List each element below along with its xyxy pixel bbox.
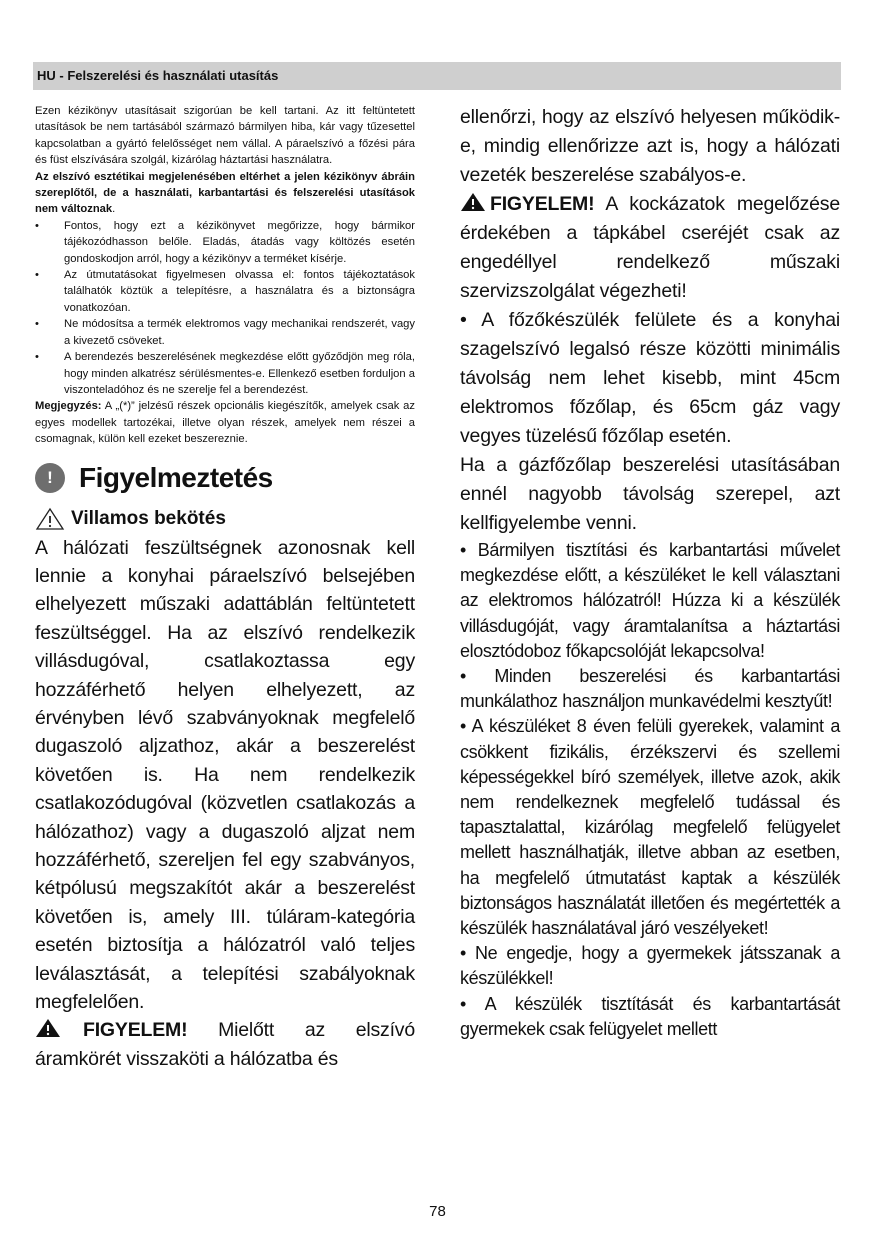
- right-paragraph: • Bármilyen tisztítási és karbantartási művelet megkezdése előtt, a készüléket le kell választani az elektromos hálózatról! Húzza ki a készülék villásdugóját, vagy áramtalanítsa a háztartási elosztódoboz főkapcsolóját lekapcsolva!: [460, 540, 840, 661]
- warning-triangle-icon: [460, 192, 486, 212]
- right-paragraph: • Ne engedje, hogy a gyermekek játsszanak a készülékkel!: [460, 943, 840, 989]
- note-text: A „(*)” jelzésű részek opcionális kiegészítők, amelyek csak az egyes modellek tartozékai, illetve olyan részek, amelyek nem részei a csomagnak, külön kell ezeket beszereznie.: [35, 400, 415, 446]
- warning-text: A kockázatok megelőzése érdekében a tápkábel cseréjét csak az engedéllyel rendelkező műszaki szervizszolgálat végezheti!: [460, 193, 840, 302]
- left-column: [35, 103, 415, 1073]
- warning-circle-icon: !: [35, 463, 65, 493]
- list-item: • Fontos, hogy ezt a kézikönyvet megőrizze, hogy bármikor tájékozódhasson belőle. Eladás, átadás vagy költözés esetén gondoskodjon arról, hogy a kézikönyv a terméket kísérje.: [35, 219, 415, 265]
- electrical-text-block: [35, 534, 415, 1074]
- subsection-heading: [35, 504, 415, 534]
- bullet-icon: •: [35, 219, 39, 232]
- intro-block: [35, 103, 415, 448]
- list-item: • Az útmutatásokat figyelmesen olvassa el: fontos tájékoztatások találhatók köztük a telepítésre, a használatra és a biztonságra vonatkozóan.: [35, 269, 415, 314]
- intro-bullet-list: [35, 218, 415, 398]
- electrical-paragraph: A hálózati feszültségnek azonosnak kell lennie a konyhai páraelszívó belsejében elhelyezett műszaki adattáblán feltüntetett feszültséggel. Ha az elszívó rendelkezik villásdugóval, csatlakoztassa egy hozzáférhető helyen elhelyezett, az érvényben lévő szabványoknak megfelelő dugaszoló aljzathoz, akár a beszerelést követően is. Ha nem rendelkezik csatlakozódugóval (közvetlen csatlakozás a hálózathoz) vagy a dugaszoló aljzat nem hozzáférhető, szereljen fel egy szabványos, kétpólusú megszakítót akár a beszerelést követően is, amely III. túláram-kategória esetén biztosítja a hálózatról való teljes leválasztását, a telepítési szabályoknak megfelelően.: [35, 536, 415, 1014]
- subsection-title: Villamos bekötés: [71, 507, 226, 529]
- note-paragraph: [35, 398, 415, 447]
- page-number: 78: [429, 1203, 446, 1220]
- bullet-icon: •: [35, 351, 39, 364]
- warning-label: FIGYELEM!: [83, 1019, 188, 1042]
- header-title: HU - Felszerelési és használati utasítás: [37, 68, 279, 83]
- right-warning: [460, 190, 840, 306]
- right-paragraph: • A készüléket 8 éven felüli gyerekek, valamint a csökkent fizikális, érzékszervi és szellemi képességekkel bíró személyek, illetve azok, akik nem rendelkeznek megfelelő tudással és tapasztalattal, kizárólag megfelelő felügyelet mellett használhatják, illetve abban az esetben, ha megfelelő útmutatást kaptak a készülék biztonságos használatát illetően és megértették a készülék használatával járó veszélyeket!: [460, 716, 840, 939]
- intro-paragraph: Ezen kézikönyv utasításait szigorúan be kell tartani. Az itt feltüntetett utasítások be nem tartásából származó bármilyen hiba, kár vagy tűzesettel kapcsolatban a gyártó felelősséget nem vállal. A páraelszívó a főzési pára és füst elszívására szolgál, kizárólag háztartási használatra.: [35, 105, 415, 167]
- warning-triangle-icon: [35, 1018, 61, 1038]
- electrical-warning: [35, 1016, 415, 1073]
- right-column: [460, 103, 840, 1042]
- design-disclaimer: Az elszívó esztétikai megjelenésében eltérhet a jelen kézikönyv ábráin szereplőtől, de a használati, karbantartási és felszerelési utasítások nem változnak: [35, 170, 415, 216]
- design-disclaimer-end: .: [112, 203, 116, 216]
- intro-bold-paragraph: [35, 169, 415, 218]
- right-text-block: [460, 103, 840, 538]
- right-paragraph: Ha a gázfőzőlap beszerelési utasításában ennél nagyobb távolság szerepel, azt kellfigyelembe venni.: [460, 454, 840, 534]
- section-heading: [35, 458, 415, 498]
- right-paragraph: • A készülék tisztítását és karbantartását gyermekek csak felügyelet mellett: [460, 993, 840, 1039]
- header-bar: [33, 62, 841, 90]
- warning-text: Mielőtt az elszívó áramkörét visszaköti a hálózatba és: [35, 1019, 415, 1070]
- right-paragraph: • Minden beszerelési és karbantartási munkálathoz használjon munkavédelmi kesztyűt!: [460, 666, 840, 712]
- right-paragraph: ellenőrzi, hogy az elszívó helyesen működik-e, mindig ellenőrizze azt is, hogy a hálózati vezeték beszerelése szabályos-e.: [460, 106, 840, 186]
- bullet-icon: •: [35, 269, 39, 282]
- warning-label: FIGYELEM!: [490, 193, 595, 215]
- right-paragraph: • A főzőkészülék felülete és a konyhai szagelszívó legalsó része közötti minimális távolság nem lehet kisebb, mint 45cm elektromos főzőlap, és 65cm gáz vagy vegyes tüzelésű főzőlap esetén.: [460, 309, 840, 447]
- warning-triangle-outline-icon: [35, 507, 65, 531]
- list-item: • Ne módosítsa a termék elektromos vagy mechanikai rendszerét, vagy a kivezető csöveket.: [35, 318, 415, 347]
- list-item: • A berendezés beszerelésének megkezdése előtt győződjön meg róla, hogy minden alkatrész sérülésmentes-e. Ellenkező esetben forduljon a viszonteladóhoz és ne szerelje fel a berendezést.: [35, 351, 415, 396]
- bullet-icon: •: [35, 318, 39, 331]
- right-text-block-condensed: [460, 538, 840, 1042]
- section-title: Figyelmeztetés: [79, 461, 273, 493]
- note-label: Megjegyzés:: [35, 400, 102, 413]
